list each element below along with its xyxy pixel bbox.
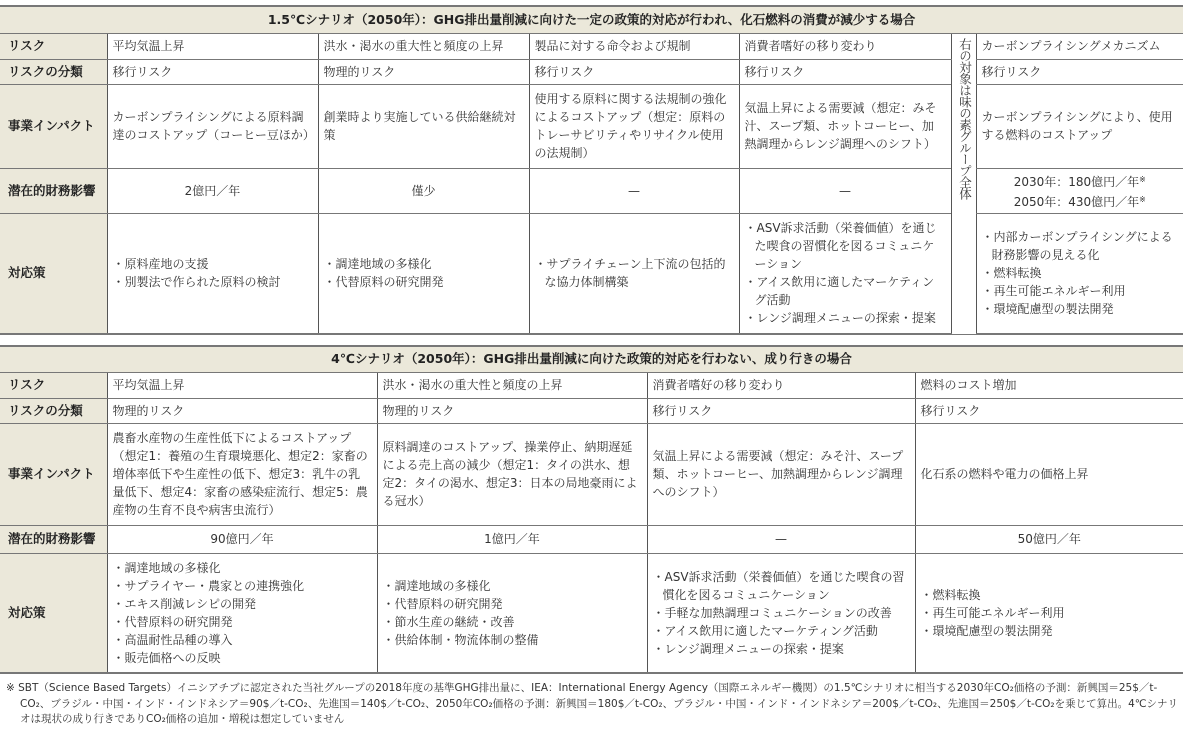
measures-row [0, 553, 1183, 673]
impact-cell: 原料調達のコストアップ、操業停止、納期遅延による売上高の減少（想定1：タイの洪水、想定2：タイの渇水、想定3：日本の局地豪雨による冠水） [377, 423, 647, 525]
risk-cell: 平均気温上昇 [107, 372, 377, 398]
group-scope-note: 右の対象は味の素グループ全体 [951, 33, 976, 334]
row-label-risk: リスク [0, 33, 107, 59]
risk-cell: 平均気温上昇 [107, 33, 318, 59]
impact-cell: 化石系の燃料や電力の価格上昇 [915, 423, 1183, 525]
measures-cell: ・ASV訴求活動（栄養価値）を通じた喫食の習慣化を図るコミュニケーション ・手軽な加熱調理コミュニケーションの改善 ・アイス飲用に適したマーケティング活動 ・レンジ調理メニューの探索・提案 [647, 553, 915, 673]
classification-cell: 物理的リスク [377, 398, 647, 423]
financial-row [0, 168, 1183, 213]
classification-cell: 移行リスク [529, 59, 739, 84]
row-label-measures: 対応策 [0, 553, 107, 673]
row-label-classification: リスクの分類 [0, 398, 107, 423]
measures-cell: ・調達地域の多様化 ・代替原料の研究開発 ・節水生産の継続・改善 ・供給体制・物流体制の整備 [377, 553, 647, 673]
row-label-measures: 対応策 [0, 213, 107, 334]
financial-cell: 僅少 [318, 168, 529, 213]
scenario-4-title: 4℃シナリオ（2050年）：GHG排出量削減に向けた政策的対応を行わない、成り行きの場合 [0, 346, 1183, 372]
measures-cell: ・サプライチェーン上下流の包括的な協力体制構築 [529, 213, 739, 334]
financial-cell: — [529, 168, 739, 213]
risk-row [0, 33, 1183, 59]
measures-cell: ・ASV訴求活動（栄養価値）を通じた喫食の習慣化を図るコミュニケーション ・アイス飲用に適したマーケティング活動 ・レンジ調理メニューの探索・提案 [739, 213, 951, 334]
measures-row [0, 213, 1183, 334]
risk-cell: 製品に対する命令および規制 [529, 33, 739, 59]
financial-cell: 1億円／年 [377, 525, 647, 553]
measures-cell: ・原料産地の支援 ・別製法で作られた原料の検討 [107, 213, 318, 334]
impact-cell: 気温上昇による需要減（想定：みそ汁、スープ類、ホットコーヒー、加熱調理からレンジ調理へのシフト） [739, 84, 951, 168]
row-label-risk: リスク [0, 372, 107, 398]
risk-row [0, 372, 1183, 398]
financial-cell: 2億円／年 [107, 168, 318, 213]
classification-row [0, 59, 1183, 84]
measures-cell: ・調達地域の多様化 ・サプライヤー・農家との連携強化 ・エキス削減レシピの開発 ・代替原料の研究開発 ・高温耐性品種の導入 ・販売価格への反映 [107, 553, 377, 673]
row-label-financial: 潜在的財務影響 [0, 525, 107, 553]
classification-cell: 物理的リスク [107, 398, 377, 423]
impact-cell: 気温上昇による需要減（想定：みそ汁、スープ類、ホットコーヒー、加熱調理からレンジ調理へのシフト） [647, 423, 915, 525]
risk-cell: 燃料のコスト増加 [915, 372, 1183, 398]
measures-cell: ・内部カーボンプライシングによる財務影響の見える化 ・燃料転換 ・再生可能エネルギー利用 ・環境配慮型の製法開発 [976, 213, 1183, 334]
financial-row [0, 525, 1183, 553]
financial-cell: 90億円／年 [107, 525, 377, 553]
impact-cell: 創業時より実施している供給継続対策 [318, 84, 529, 168]
row-label-financial: 潜在的財務影響 [0, 168, 107, 213]
measures-cell: ・調達地域の多様化 ・代替原料の研究開発 [318, 213, 529, 334]
classification-cell: 移行リスク [107, 59, 318, 84]
financial-cell: — [647, 525, 915, 553]
impact-cell: 農畜水産物の生産性低下によるコストアップ（想定1：養殖の生育環境悪化、想定2：家畜の増体率低下や生産性の低下、想定3：乳牛の乳量低下、想定4：家畜の感染症流行、想定5：農産物の生育不良や病害虫流行） [107, 423, 377, 525]
classification-cell: 移行リスク [915, 398, 1183, 423]
impact-row [0, 423, 1183, 525]
scenario-4-table [0, 345, 1183, 674]
row-label-impact: 事業インパクト [0, 84, 107, 168]
classification-cell: 物理的リスク [318, 59, 529, 84]
impact-cell: カーボンプライシングにより、使用する燃料のコストアップ [976, 84, 1183, 168]
risk-cell: カーボンプライシングメカニズム [976, 33, 1183, 59]
classification-cell: 移行リスク [976, 59, 1183, 84]
impact-cell: 使用する原料に関する法規制の強化によるコストアップ（想定：原料のトレーサビリティやリサイクル使用の法規制） [529, 84, 739, 168]
impact-cell: カーボンプライシングによる原料調達のコストアップ（コーヒー豆ほか） [107, 84, 318, 168]
measures-cell: ・燃料転換 ・再生可能エネルギー利用 ・環境配慮型の製法開発 [915, 553, 1183, 673]
risk-cell: 消費者嗜好の移り変わり [739, 33, 951, 59]
risk-cell: 消費者嗜好の移り変わり [647, 372, 915, 398]
classification-row [0, 398, 1183, 423]
row-label-impact: 事業インパクト [0, 423, 107, 525]
row-label-classification: リスクの分類 [0, 59, 107, 84]
scenario-15-title: 1.5℃シナリオ（2050年）：GHG排出量削減に向けた一定の政策的対応が行われ、化石燃料の消費が減少する場合 [0, 6, 1183, 33]
financial-cell: 50億円／年 [915, 525, 1183, 553]
financial-cell: — [739, 168, 951, 213]
footnote: ※ SBT（Science Based Targets）イニシアチブに認定された当社グループの2018年度の基準GHG排出量に、IEA：International Energy Agency（国際エネルギー機関）の1.5℃シナリオに相当する2030年CO₂価格の予測：新興国＝25$／t-CO₂、ブラジル・中国・インド・インドネシア＝90$／t-CO₂、先進国＝140$／t-CO₂、2050年CO₂価格の予測：新興国＝180$／t-CO₂、ブラジル・中国・インド・インドネシア＝200$／t-CO₂、先進国＝250$／t-CO₂を乗じて算出。4℃シナリオは現状の成り行きでありCO₂価格の追加・増税は想定していません [6, 682, 1179, 725]
financial-cell: 2030年：180億円／年※ 2050年：430億円／年※ [976, 168, 1183, 213]
classification-cell: 移行リスク [647, 398, 915, 423]
classification-cell: 移行リスク [739, 59, 951, 84]
scenario-15-table [0, 5, 1183, 335]
risk-cell: 洪水・渇水の重大性と頻度の上昇 [318, 33, 529, 59]
impact-row [0, 84, 1183, 168]
risk-cell: 洪水・渇水の重大性と頻度の上昇 [377, 372, 647, 398]
